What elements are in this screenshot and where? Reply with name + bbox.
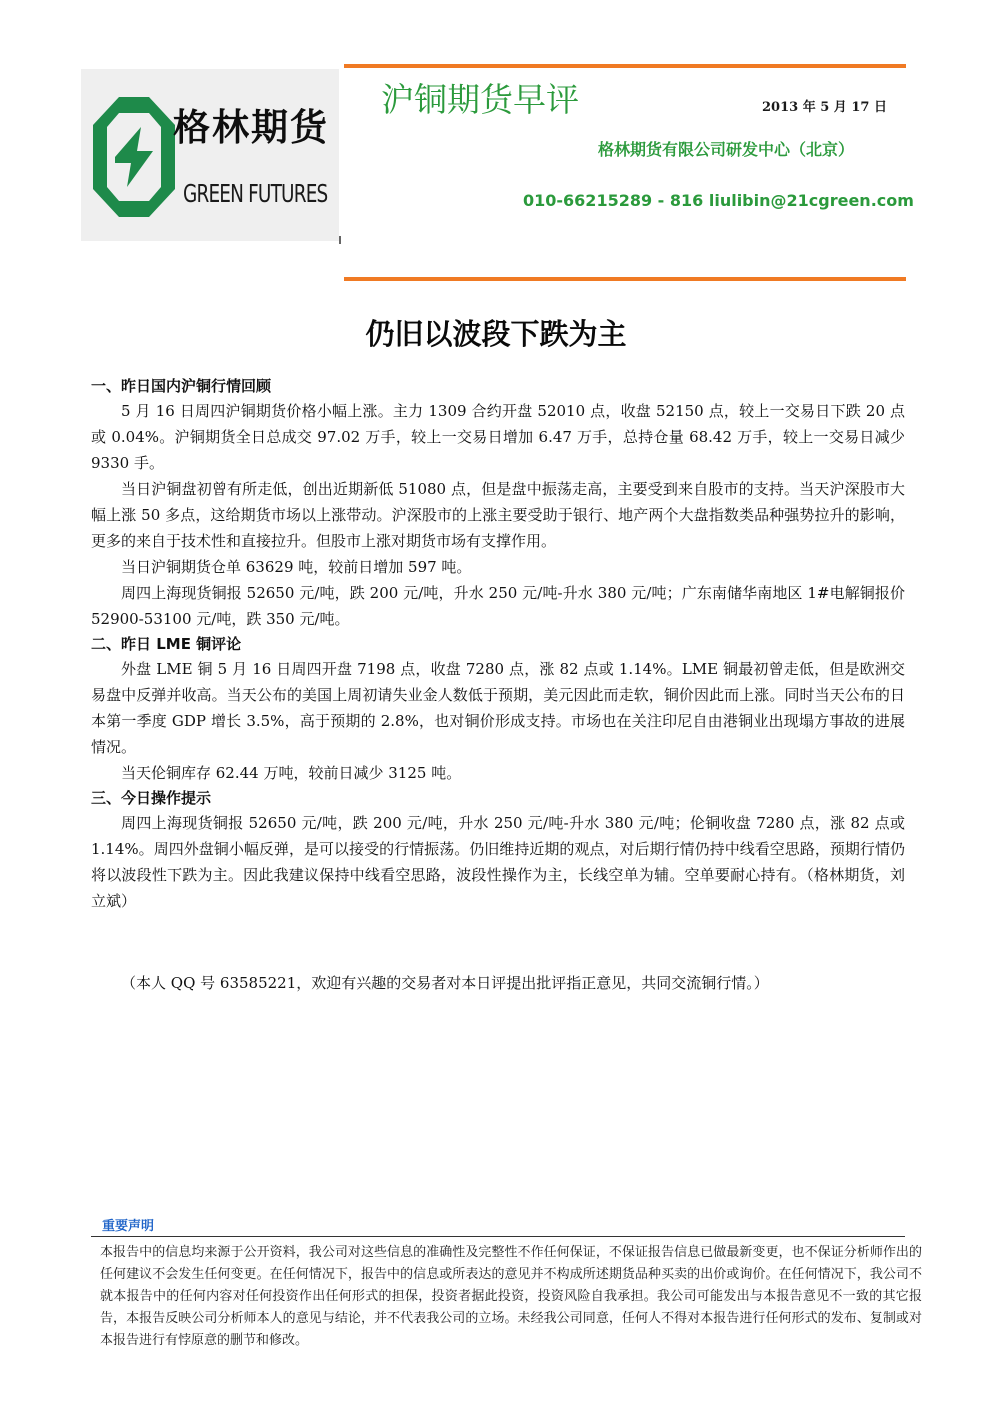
paragraph: 周四上海现货铜报 52650 元/吨，跌 200 元/吨，升水 250 元/吨-升水 380 元/吨；广东南储华南地区 1#电解铜报价 52900-53100 元/吨，跌 350 元/吨。 bbox=[91, 584, 905, 628]
section-heading: 三、今日操作提示 bbox=[91, 789, 212, 807]
analyst-contact: 010-66215289 - 816 liulibin@21cgreen.com bbox=[523, 191, 914, 210]
logo-english-name: GREEN FUTURES bbox=[183, 179, 328, 208]
research-center-name: 格林期货有限公司研发中心（北京） bbox=[598, 140, 855, 159]
report-body bbox=[91, 374, 905, 914]
paragraph: 当日沪铜期货仓单 63629 吨，较前日增加 597 吨。 bbox=[121, 558, 472, 576]
disclaimer-divider bbox=[91, 1236, 905, 1237]
disclaimer-text: 本报告中的信息均来源于公开资料，我公司对这些信息的准确性及完整性不作任何保证，不保证报告信息已做最新变更，也不保证分析师作出的任何建议不会发生任何变更。在任何情况下，报告中的信息或所表达的意见并不构成所述期货品种买卖的出价或询价。在任何情况下，我公司不就本报告中的任何内容对任何投资作出任何形式的担保，投资者据此投资，投资风险自我承担。我公司可能发出与本报告意见不一致的其它报告，本报告反映公司分析师本人的意见与结论，并不代表我公司的立场。未经我公司同意，任何人不得对本报告进行任何形式的发布、复制或对本报告进行有悖原意的删节和修改。 bbox=[100, 1245, 922, 1348]
report-date: 2013 年 5 月 17 日 bbox=[762, 100, 887, 115]
disclaimer-heading: 重要声明 bbox=[102, 1219, 155, 1234]
green-futures-logo-mark-icon bbox=[91, 95, 177, 219]
paragraph: 当日沪铜盘初曾有所走低，创出近期新低 51080 点，但是盘中振荡走高，主要受到来自股市的支持。当天沪深股市大幅上涨 50 多点，这给期货市场以上涨带动。沪深股市的上涨主要受助于银行、地产两个大盘指数类品种强势拉升的影响，更多的来自于技术性和直接拉升。但股市上涨对期货市场有支撑作用。 bbox=[91, 480, 905, 550]
paragraph: 外盘 LME 铜 5 月 16 日周四开盘 7198 点，收盘 7280 点，涨 82 点或 1.14%。LME 铜最初曾走低，但是欧洲交易盘中反弹并收高。当天公布的美国上周初请失业金人数低于预期，美元因此而走软，铜价因此而上涨。同时当天公布的日本第一季度 GDP 增长 3.5%，高于预期的 2.8%，也对铜价形成支持。市场也在关注印尼自由港铜业出现塌方事故的进展情况。 bbox=[91, 660, 905, 756]
section-trading-tips bbox=[91, 786, 905, 914]
logo-divider bbox=[339, 236, 341, 244]
report-series-title: 沪铜期货早评 bbox=[381, 80, 579, 119]
header-bottom-rule bbox=[344, 277, 906, 281]
logo-chinese-name: 格林期货 bbox=[173, 106, 329, 149]
paragraph: 当天伦铜库存 62.44 万吨，较前日减少 3125 吨。 bbox=[121, 764, 462, 782]
section-domestic-review bbox=[91, 374, 905, 632]
qq-contact-note: （本人 QQ 号 63585221，欢迎有兴趣的交易者对本日评提出批评指正意见，共同交流铜行情。） bbox=[121, 974, 769, 992]
paragraph: 5 月 16 日周四沪铜期货价格小幅上涨。主力 1309 合约开盘 52010 点，收盘 52150 点，较上一交易日下跌 20 点或 0.04%。沪铜期货全日总成交 97.02 万手，较上一交易日增加 6.47 万手，总持仓量 68.42 万手，较上一交易日减少 9330 手。 bbox=[91, 402, 905, 472]
section-heading: 一、昨日国内沪铜行情回顾 bbox=[91, 377, 272, 395]
section-lme-review bbox=[91, 632, 905, 786]
header-top-rule bbox=[344, 64, 906, 68]
company-logo bbox=[81, 69, 339, 241]
document-title: 仍旧以波段下跌为主 bbox=[365, 317, 627, 351]
paragraph: 周四上海现货铜报 52650 元/吨，跌 200 元/吨，升水 250 元/吨-升水 380 元/吨；伦铜收盘 7280 点，涨 82 点或 1.14%。周四外盘铜小幅反弹，是可以接受的行情振荡。仍旧维持近期的观点，对后期行情仍持中线看空思路，预期行情仍将以波段性下跌为主。因此我建议保持中线看空思路，波段性操作为主，长线空单为辅。空单要耐心持有。（格林期货，刘立斌） bbox=[91, 814, 905, 910]
section-heading: 二、昨日 LME 铜评论 bbox=[91, 635, 242, 653]
